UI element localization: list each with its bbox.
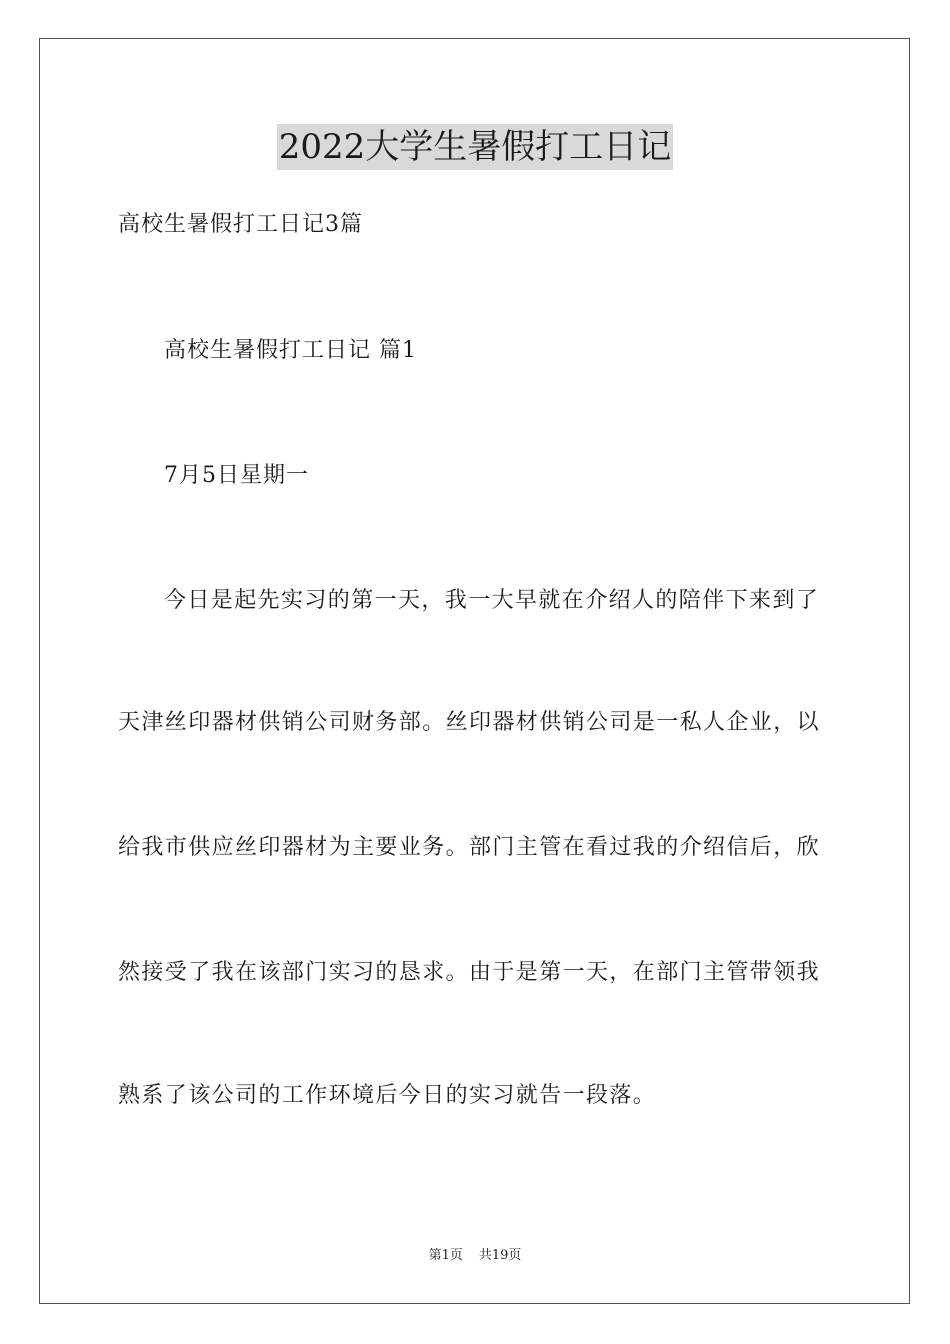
total-pages: 共19页 [478,1248,522,1263]
section-heading: 高校生暑假打工日记 篇1 [164,338,417,363]
body-line: 今日是起先实习的第一天，我一大早就在介绍人的陪伴下来到了 [164,588,820,613]
body-line: 熟系了该公司的工作环境后今日的实习就告一段落。 [118,1083,657,1108]
diary-date: 7月5日星期一 [164,463,309,488]
body-line: 天津丝印器材供销公司财务部。丝印器材供销公司是一私人企业，以 [118,710,821,735]
page-number: 第1页 [428,1248,463,1263]
body-line: 然接受了我在该部门实习的恳求。由于是第一天，在部门主管带领我 [118,960,821,985]
document-title: 2022大学生暑假打工日记 [277,124,674,170]
document-title-container [0,124,950,170]
page-footer [0,1247,950,1265]
body-line: 给我市供应丝印器材为主要业务。部门主管在看过我的介绍信后，欣 [118,835,821,860]
document-subtitle: 高校生暑假打工日记3篇 [118,212,363,237]
